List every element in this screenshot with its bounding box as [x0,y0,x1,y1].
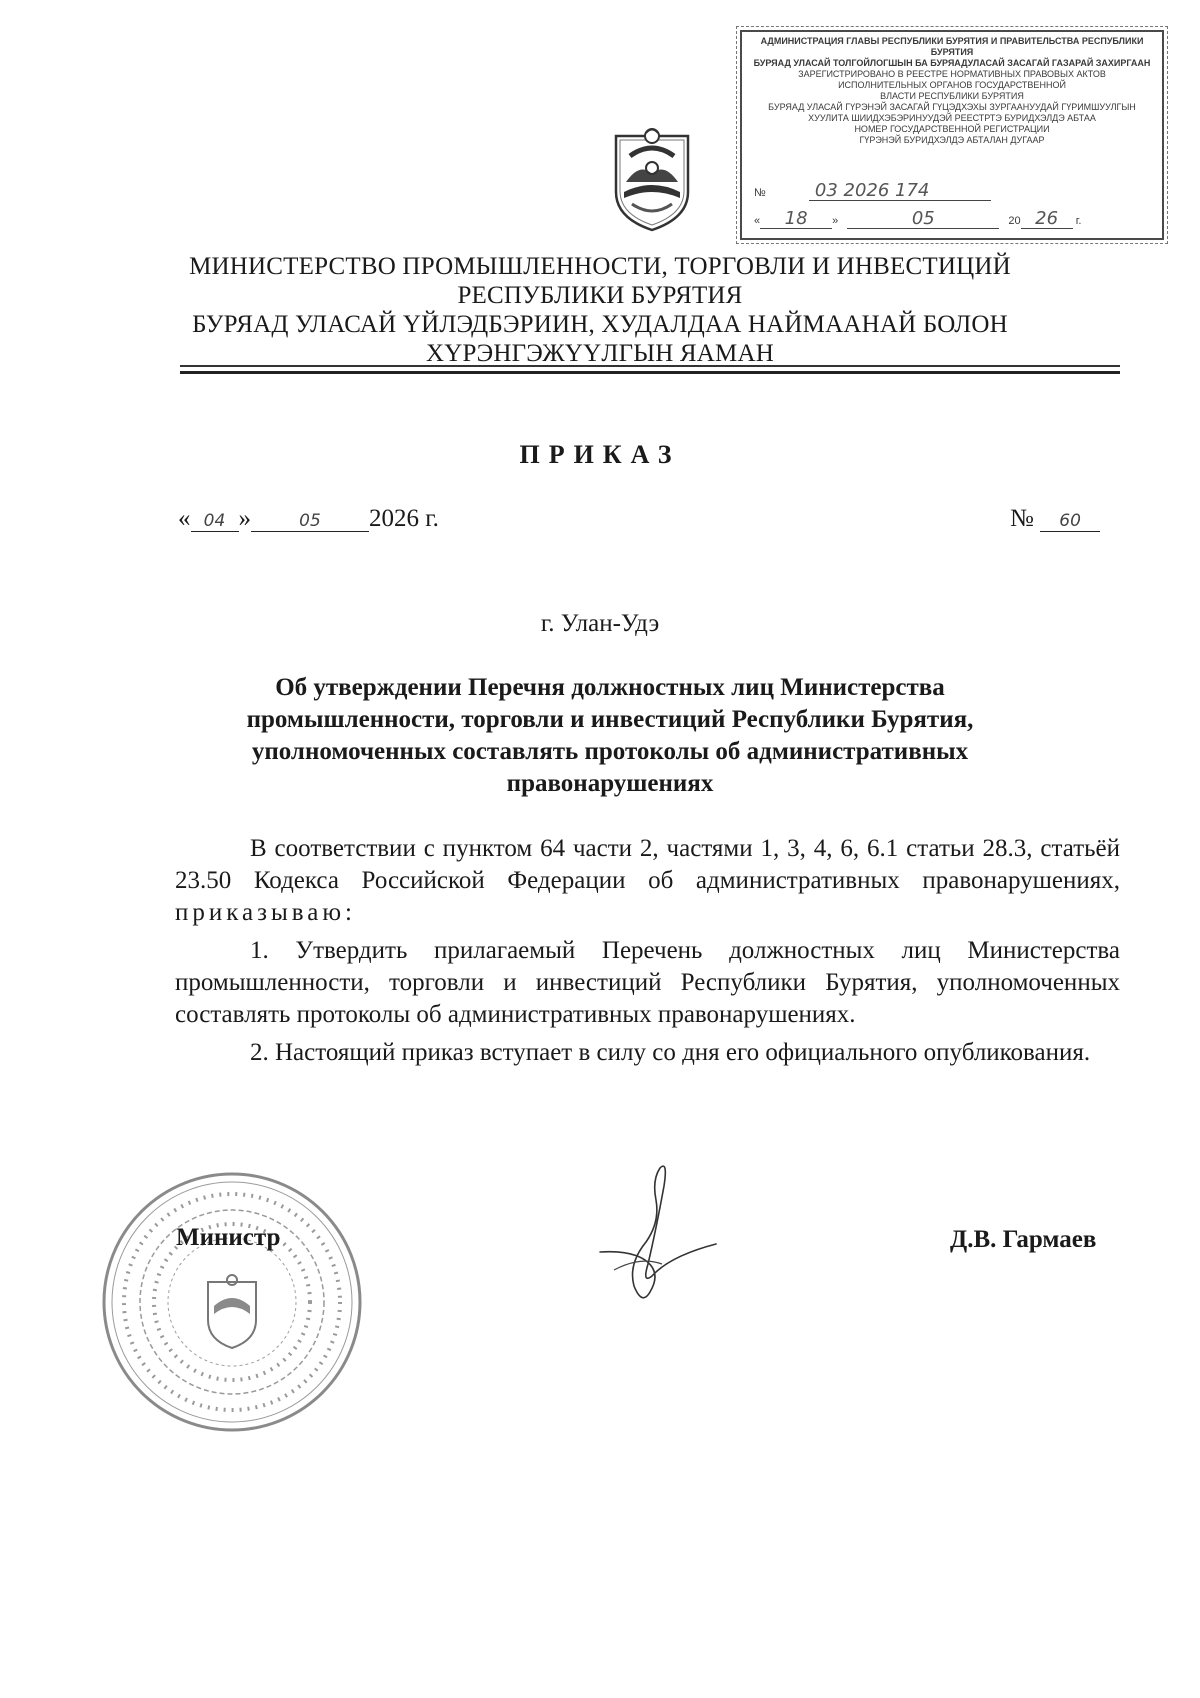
coat-of-arms-icon [610,122,694,234]
date-quote-close: » [238,505,251,532]
ministry-name-bua-line1: БУРЯАД УЛАСАЙ ҮЙЛЭДБЭРИИН, ХУДАЛДАА НАЙМААНАЙ БОЛОН [192,311,1008,338]
stamp-line: НОМЕР ГОСУДАРСТВЕННОЙ РЕГИСТРАЦИИ [854,124,1050,134]
order-number-value: 60 [1040,511,1100,532]
stamp-line: ХУУЛИТА ШИИДХЭБЭРИНУУДЭЙ РЕЕСТРТЭ БУРИДХЭЛДЭ АБТАА [808,113,1096,123]
order-number [1010,505,1100,533]
order-item-2: 2. Настоящий приказ вступает в силу со дня его официального опубликования. [250,1039,1091,1066]
stamp-number-label: № [754,187,766,199]
order-day: 04 [191,511,239,532]
header-divider-thick [180,371,1120,374]
stamp-day: 18 [760,210,832,229]
stamp-line: ЗАРЕГИСТРИРОВАНО В РЕЕСТРЕ НОРМАТИВНЫХ ПРАВОВЫХ АКТОВ [798,69,1106,79]
signatory-title: Министр [176,1224,281,1251]
handwritten-signature [590,1160,720,1310]
stamp-line: ВЛАСТИ РЕСПУБЛИКИ БУРЯТИЯ [880,91,1024,101]
document-title: ПРИКАЗ [519,440,681,469]
city: г. Улан-Удэ [540,610,660,637]
stamp-line: ИСПОЛНИТЕЛЬНЫХ ОРГАНОВ ГОСУДАРСТВЕННОЙ [838,80,1066,90]
stamp-year-suffix: 26 [1021,210,1073,229]
preamble-text: В соответствии с пунктом 64 части 2, частями 1, 3, 4, 6, 6.1 статьи 28.3, статьёй 23.50 Кодекса Российской Федерации об административных правонарушениях, [175,835,1120,894]
order-month: 05 [251,511,369,532]
ministry-name-ru-line2: РЕСПУБЛИКИ БУРЯТИЯ [457,282,743,309]
official-seal-icon [100,1170,365,1435]
order-date [178,505,439,533]
stamp-number: 03 2026 174 [809,182,991,201]
ministry-name-ru-line1: МИНИСТЕРСТВО ПРОМЫШЛЕННОСТИ, ТОРГОВЛИ И ИНВЕСТИЦИЙ [189,253,1011,280]
preamble-order-word: приказываю: [175,899,356,926]
order-item-1: 1. Утвердить прилагаемый Перечень должностных лиц Министерства промышленности, торговли и инвестиций Республики Бурятия, уполномоченных составлять протоколы об административных правонарушениях. [175,937,1120,1028]
stamp-date-row: « 18 » 05 20 26 г. [754,208,1082,229]
stamp-line: АДМИНИСТРАЦИЯ ГЛАВЫ РЕСПУБЛИКИ БУРЯТИЯ И ПРАВИТЕЛЬСТВА РЕСПУБЛИКИ БУРЯТИЯ [760,36,1144,57]
stamp-year-tail: г. [1075,215,1082,227]
stamp-line: БУРЯАД УЛАСАЙ ТОЛГОЙЛОГШЫН БА БУРЯАДУЛАСАЙ ЗАСАГАЙ ГАЗАРАЙ ЗАХИРГААН [753,58,1151,68]
preamble-paragraph [175,833,1120,929]
order-body [175,833,1120,1075]
stamp-month: 05 [847,210,999,229]
stamp-line: БУРЯАД УЛАСАЙ ГҮРЭНЭЙ ЗАСАГАЙ ГҮЦЭДХЭХЫ ЗУРГААНУУДАЙ ГҮРИМШУУЛГЫН [768,102,1136,112]
stamp-year-prefix: 20 [1008,215,1021,227]
order-subject: Об утверждении Перечня должностных лиц Министерства промышленности, торговли и инвестиций Республики Бурятия, уполномоченных составлять протоколы об административных правонарушениях [246,674,974,797]
order-year: 2026 г. [369,505,439,532]
order-number-label: № [1010,505,1034,532]
header-divider [180,365,1120,367]
signatory-name: Д.В. Гармаев [950,1226,1097,1253]
ministry-name-bua-line2: ХҮРЭНГЭЖҮҮЛГЫН ЯАМАН [426,340,774,367]
date-quote-open: « [178,505,191,532]
stamp-line: ГҮРЭНЭЙ БУРИДХЭЛДЭ АБТАЛАН ДУГААР [859,135,1045,145]
stamp-number-row [754,182,1150,201]
registration-stamp [740,30,1164,240]
